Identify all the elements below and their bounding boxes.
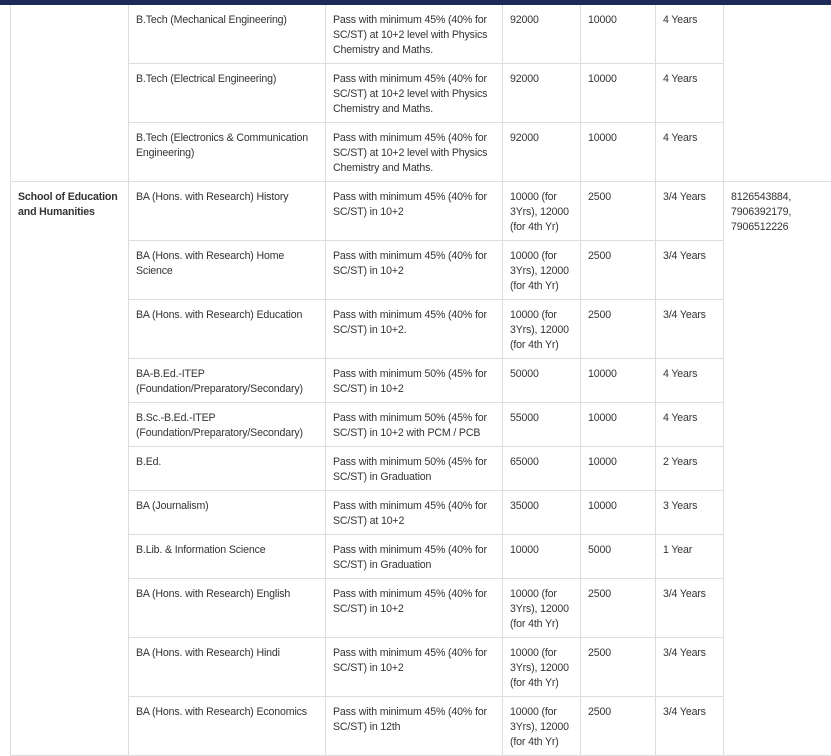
eligibility-cell: Pass with minimum 45% (40% for SC/ST) in 10+2 xyxy=(326,638,503,697)
course-cell: B.Tech (Mechanical Engineering) xyxy=(129,5,326,64)
table-row xyxy=(11,638,831,697)
course-cell: B.Tech (Electrical Engineering) xyxy=(129,64,326,123)
duration-cell: 4 Years xyxy=(656,5,724,64)
table-row xyxy=(11,64,831,123)
course-cell: BA (Hons. with Research) Education xyxy=(129,300,326,359)
other-fee-cell: 2500 xyxy=(581,579,656,638)
eligibility-cell: Pass with minimum 45% (40% for SC/ST) in Graduation xyxy=(326,535,503,579)
other-fee-cell: 10000 xyxy=(581,447,656,491)
eligibility-cell: Pass with minimum 45% (40% for SC/ST) in 10+2 xyxy=(326,241,503,300)
course-cell: BA (Journalism) xyxy=(129,491,326,535)
other-fee-cell: 10000 xyxy=(581,5,656,64)
other-fee-cell: 2500 xyxy=(581,241,656,300)
duration-cell: 3/4 Years xyxy=(656,300,724,359)
fee-cell: 65000 xyxy=(503,447,581,491)
other-fee-cell: 10000 xyxy=(581,359,656,403)
eligibility-cell: Pass with minimum 45% (40% for SC/ST) at 10+2 xyxy=(326,491,503,535)
eligibility-cell: Pass with minimum 50% (45% for SC/ST) in 10+2 xyxy=(326,359,503,403)
other-fee-cell: 5000 xyxy=(581,535,656,579)
table-row xyxy=(11,579,831,638)
fee-cell: 35000 xyxy=(503,491,581,535)
table-row xyxy=(11,300,831,359)
table-row xyxy=(11,697,831,756)
table-row xyxy=(11,241,831,300)
course-cell: BA (Hons. with Research) History xyxy=(129,182,326,241)
table-row xyxy=(11,182,831,241)
eligibility-cell: Pass with minimum 50% (45% for SC/ST) in 10+2 with PCM / PCB xyxy=(326,403,503,447)
duration-cell: 3/4 Years xyxy=(656,697,724,756)
table-row xyxy=(11,123,831,182)
fee-cell: 10000 (for 3Yrs), 12000 (for 4th Yr) xyxy=(503,579,581,638)
eligibility-cell: Pass with minimum 45% (40% for SC/ST) at 10+2 level with Physics Chemistry and Maths. xyxy=(326,5,503,64)
fee-cell: 10000 xyxy=(503,535,581,579)
table-row xyxy=(11,447,831,491)
fee-cell: 10000 (for 3Yrs), 12000 (for 4th Yr) xyxy=(503,182,581,241)
eligibility-cell: Pass with minimum 45% (40% for SC/ST) in 12th xyxy=(326,697,503,756)
course-cell: BA (Hons. with Research) Economics xyxy=(129,697,326,756)
course-cell: B.Ed. xyxy=(129,447,326,491)
duration-cell: 3/4 Years xyxy=(656,241,724,300)
eligibility-cell: Pass with minimum 45% (40% for SC/ST) at 10+2 level with Physics Chemistry and Maths. xyxy=(326,123,503,182)
other-fee-cell: 2500 xyxy=(581,182,656,241)
other-fee-cell: 2500 xyxy=(581,638,656,697)
duration-cell: 4 Years xyxy=(656,64,724,123)
course-cell: B.Lib. & Information Science xyxy=(129,535,326,579)
duration-cell: 3 Years xyxy=(656,491,724,535)
fee-cell: 10000 (for 3Yrs), 12000 (for 4th Yr) xyxy=(503,300,581,359)
fee-cell: 50000 xyxy=(503,359,581,403)
fee-cell: 92000 xyxy=(503,123,581,182)
eligibility-cell: Pass with minimum 45% (40% for SC/ST) in 10+2. xyxy=(326,300,503,359)
fee-cell: 10000 (for 3Yrs), 12000 (for 4th Yr) xyxy=(503,241,581,300)
table-row xyxy=(11,359,831,403)
eligibility-cell: Pass with minimum 45% (40% for SC/ST) at 10+2 level with Physics Chemistry and Maths. xyxy=(326,64,503,123)
course-cell: BA (Hons. with Research) Home Science xyxy=(129,241,326,300)
other-fee-cell: 10000 xyxy=(581,64,656,123)
school-name-cell xyxy=(11,5,129,182)
duration-cell: 4 Years xyxy=(656,403,724,447)
table-row xyxy=(11,5,831,64)
duration-cell: 2 Years xyxy=(656,447,724,491)
course-cell: BA (Hons. with Research) English xyxy=(129,579,326,638)
contact-cell: 8126543884, 7906392179, 7906512226 xyxy=(724,182,831,756)
table-row xyxy=(11,403,831,447)
fee-cell: 10000 (for 3Yrs), 12000 (for 4th Yr) xyxy=(503,638,581,697)
duration-cell: 4 Years xyxy=(656,123,724,182)
other-fee-cell: 10000 xyxy=(581,491,656,535)
table-row xyxy=(11,491,831,535)
eligibility-cell: Pass with minimum 45% (40% for SC/ST) in 10+2 xyxy=(326,182,503,241)
fee-cell: 92000 xyxy=(503,5,581,64)
duration-cell: 3/4 Years xyxy=(656,579,724,638)
table-row xyxy=(11,535,831,579)
duration-cell: 3/4 Years xyxy=(656,638,724,697)
duration-cell: 4 Years xyxy=(656,359,724,403)
eligibility-cell: Pass with minimum 45% (40% for SC/ST) in 10+2 xyxy=(326,579,503,638)
other-fee-cell: 10000 xyxy=(581,123,656,182)
other-fee-cell: 10000 xyxy=(581,403,656,447)
school-name-cell: School of Education and Humanities xyxy=(11,182,129,756)
eligibility-cell: Pass with minimum 50% (45% for SC/ST) in Graduation xyxy=(326,447,503,491)
course-cell: B.Tech (Electronics & Communication Engineering) xyxy=(129,123,326,182)
fee-cell: 92000 xyxy=(503,64,581,123)
fee-cell: 10000 (for 3Yrs), 12000 (for 4th Yr) xyxy=(503,697,581,756)
course-cell: BA (Hons. with Research) Hindi xyxy=(129,638,326,697)
contact-cell xyxy=(724,5,831,182)
course-cell: BA-B.Ed.-ITEP (Foundation/Preparatory/Secondary) xyxy=(129,359,326,403)
other-fee-cell: 2500 xyxy=(581,697,656,756)
duration-cell: 1 Year xyxy=(656,535,724,579)
other-fee-cell: 2500 xyxy=(581,300,656,359)
duration-cell: 3/4 Years xyxy=(656,182,724,241)
courses-table xyxy=(10,5,831,756)
course-cell: B.Sc.-B.Ed.-ITEP (Foundation/Preparatory/Secondary) xyxy=(129,403,326,447)
fee-cell: 55000 xyxy=(503,403,581,447)
